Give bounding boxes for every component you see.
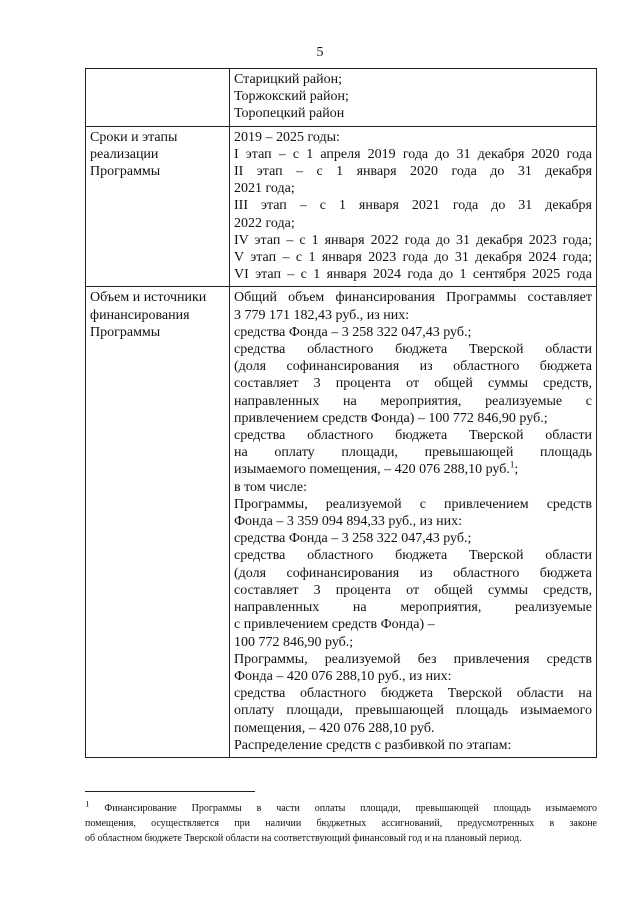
value-line	[234, 71, 592, 88]
value-line	[234, 651, 592, 668]
row-value-cell	[230, 69, 597, 127]
value-line	[234, 324, 592, 341]
value-line-text: средства Фонда – 3 258 322 047,43 руб.;	[234, 324, 472, 340]
value-line-text: 2022 года;	[234, 215, 295, 231]
value-line-text: в том числе:	[234, 479, 307, 495]
value-line-text: III этап – с 1 января 2021 года до 31 декабря	[234, 198, 592, 214]
value-line	[234, 530, 592, 547]
value-line-text: 100 772 846,90 руб.;	[234, 634, 354, 650]
value-line-text: Торопецкий район	[234, 106, 345, 122]
value-line	[234, 88, 592, 105]
value-line	[234, 393, 592, 410]
row-label-cell	[86, 69, 230, 127]
footnote-ref: 1	[509, 461, 515, 470]
value-line	[234, 215, 592, 232]
value-line	[234, 668, 592, 685]
row-label-line: Программы	[90, 324, 161, 340]
value-line	[234, 358, 592, 375]
value-line	[234, 427, 592, 444]
value-line	[234, 197, 592, 214]
table-row	[86, 126, 597, 287]
value-line-text: 2021 года;	[234, 181, 295, 197]
value-line-text: Программы, реализуемой с привлечением средств	[234, 496, 592, 512]
footnote-marker: 1	[85, 801, 90, 809]
row-label-line: Объем и источники	[90, 290, 207, 306]
value-line	[234, 634, 592, 651]
footnote-text: помещения, осуществляется при наличии бюджетных ассигнований, предусмотренных в законе	[85, 818, 597, 829]
value-line-text: I этап – с 1 апреля 2019 года до 31 декабря 2020 года	[234, 146, 592, 162]
value-line	[234, 513, 592, 530]
value-line	[234, 232, 592, 249]
value-line-text: Программы, реализуемой без привлечения средств	[234, 651, 592, 667]
value-line	[234, 737, 592, 754]
row-label-line: финансирования	[90, 307, 190, 323]
value-line-text: оплату площади, превышающей площадь изымаемого	[234, 703, 592, 719]
footnote-line	[85, 801, 597, 816]
row-label-cell	[86, 287, 230, 757]
value-line-text: на оплату площади, превышающей площадь	[234, 445, 592, 461]
table-row	[86, 69, 597, 127]
value-line	[234, 616, 592, 633]
value-line	[234, 129, 592, 146]
value-line-text: направленных на мероприятия, реализуемые	[234, 600, 592, 616]
value-line	[234, 341, 592, 358]
value-line-suffix: ;	[514, 462, 519, 478]
value-line	[234, 163, 592, 180]
value-line-text: (доля софинансирования из областного бюджета	[234, 359, 592, 375]
table-body	[86, 69, 597, 758]
value-line-text: направленных на мероприятия, реализуемые с	[234, 393, 592, 409]
value-line	[234, 720, 592, 737]
footnote-separator	[85, 791, 255, 792]
value-line	[234, 479, 592, 496]
value-line	[234, 702, 592, 719]
value-line-text: изымаемого помещения, – 420 076 288,10 руб.	[234, 462, 510, 478]
value-line-text: IV этап – с 1 января 2022 года до 31 декабря 2023 года;	[234, 232, 592, 248]
row-value-cell	[230, 126, 597, 287]
row-label-line: Программы	[90, 164, 161, 180]
value-line-text: Фонда – 420 076 288,10 руб., из них:	[234, 668, 452, 684]
table-row	[86, 287, 597, 757]
program-passport-table	[85, 68, 597, 758]
row-label-cell	[86, 126, 230, 287]
value-line-text: средства областного бюджета Тверской области	[234, 428, 592, 444]
value-line	[234, 565, 592, 582]
value-line-text: составляет 3 процента от общей суммы средств,	[234, 582, 592, 598]
value-line	[234, 307, 592, 324]
value-line-text: Старицкий район;	[234, 72, 343, 87]
value-line-text: Распределение средств с разбивкой по этапам:	[234, 737, 512, 753]
value-line	[234, 410, 592, 427]
value-line-text: 3 779 171 182,43 руб., из них:	[234, 307, 410, 323]
value-line-text: Фонда – 3 359 094 894,33 руб., из них:	[234, 514, 463, 530]
footnote-text: об областном бюджете Тверской области на соответствующий финансовый год и на плановый период.	[85, 833, 522, 844]
value-line-text: II этап – с 1 января 2020 года до 31 декабря	[234, 164, 592, 180]
value-line-text: привлечением средств Фонда) – 100 772 846,90 руб.;	[234, 410, 548, 426]
value-line-text: Торжокский район;	[234, 89, 349, 105]
value-line	[234, 180, 592, 197]
value-line	[234, 146, 592, 163]
value-line	[234, 289, 592, 306]
page-number: 5	[316, 45, 324, 60]
row-value-cell	[230, 287, 597, 757]
value-line	[234, 249, 592, 266]
value-line	[234, 266, 592, 283]
footnote-text: Финансирование Программы в части оплаты площади, превышающей площадь изымаемого	[89, 803, 597, 814]
value-line-text: (доля софинансирования из областного бюджета	[234, 565, 592, 581]
value-line-text: V этап – с 1 января 2023 года до 31 декабря 2024 года;	[234, 250, 592, 266]
value-line	[234, 547, 592, 564]
footnotes	[85, 801, 597, 846]
value-line	[234, 599, 592, 616]
value-line-text: средства Фонда – 3 258 322 047,43 руб.;	[234, 531, 472, 547]
value-line	[234, 496, 592, 513]
value-line	[234, 685, 592, 702]
value-line	[234, 375, 592, 392]
value-line-text: Общий объем финансирования Программы составляет	[234, 290, 592, 306]
value-line	[234, 461, 592, 478]
value-line	[234, 105, 592, 122]
footnote-line	[85, 816, 597, 831]
value-line	[234, 582, 592, 599]
value-line-text: VI этап – с 1 января 2024 года до 1 сентября 2025 года	[234, 267, 592, 283]
row-label-line: Сроки и этапы	[90, 129, 178, 145]
value-line-text: средства областного бюджета Тверской области	[234, 342, 592, 358]
row-label-line: реализации	[90, 146, 159, 162]
value-line-text: с привлечением средств Фонда) –	[234, 617, 435, 633]
value-line-text: помещения, – 420 076 288,10 руб.	[234, 720, 435, 736]
value-line-text: 2019 – 2025 годы:	[234, 129, 340, 145]
value-line-text: средства областного бюджета Тверской области на	[234, 686, 592, 702]
value-line-text: составляет 3 процента от общей суммы средств,	[234, 376, 592, 392]
value-line	[234, 444, 592, 461]
value-line-text: средства областного бюджета Тверской области	[234, 548, 592, 564]
footnote-line	[85, 831, 597, 846]
